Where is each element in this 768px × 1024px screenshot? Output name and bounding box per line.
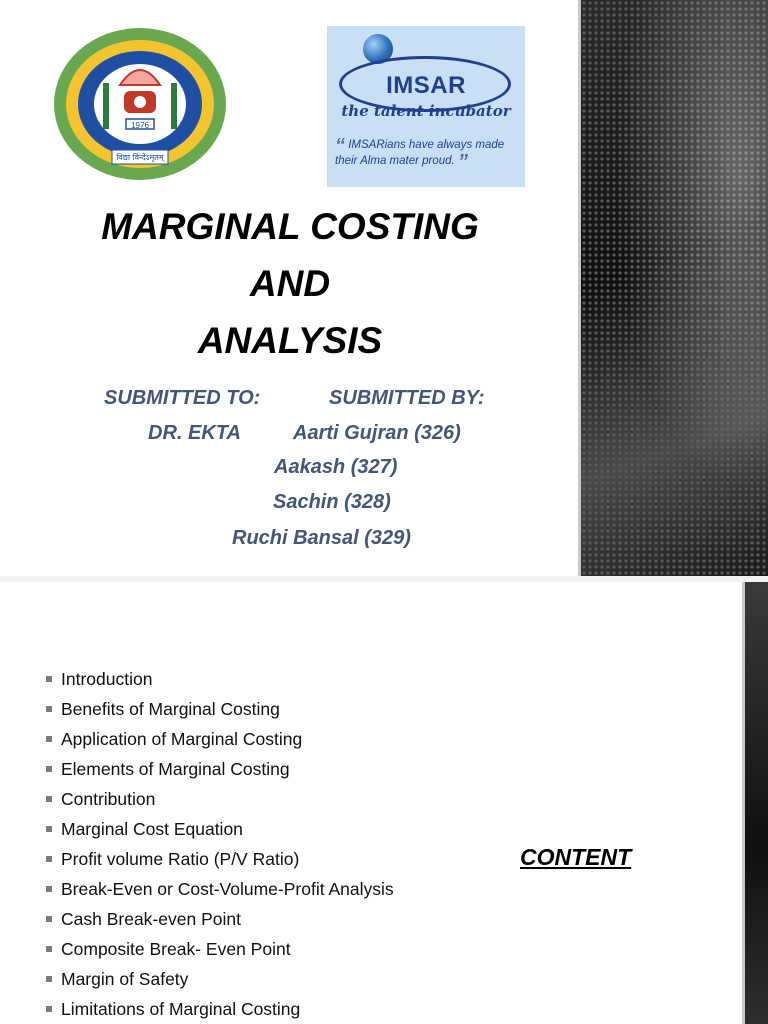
university-seal-logo [50,25,230,183]
list-item: Profit volume Ratio (P/V Ratio) [46,844,394,874]
content-heading: CONTENT [520,844,632,870]
bullet-icon [46,766,52,772]
bullet-icon [46,706,52,712]
carbon-fiber-panel [742,582,768,1024]
submitted-to-name: DR. EKTA [148,422,241,444]
member-name: Ruchi Bansal (329) [232,527,411,549]
list-item: Composite Break- Even Point [46,934,394,964]
open-quote-icon: “ [335,135,345,157]
bullet-icon [46,736,52,742]
list-item: Introduction [46,664,394,694]
close-quote-icon: ” [457,151,468,173]
title-line-1: MARGINAL COSTING [101,206,479,247]
seal-year: 1976 [131,121,149,130]
list-item: Limitations of Marginal Costing [46,994,394,1024]
title-line-3: ANALYSIS [197,320,383,361]
title-line-2: AND [249,263,331,304]
logo-tagline: the talent incubator [341,102,511,120]
seal-motto: विद्या विन्देऽमृतम् [116,153,164,162]
bullet-icon [46,796,52,802]
imsar-logo [327,26,525,187]
list-item: Contribution [46,784,394,814]
member-name: Aakash (327) [274,456,398,478]
slide-title [40,198,540,369]
bullet-icon [46,886,52,892]
list-item: Break-Even or Cost-Volume-Profit Analysis [46,874,394,904]
logo-quote-text: IMSARians have always made their Alma mater proud. [335,139,505,167]
bullet-icon [46,826,52,832]
list-item: Elements of Marginal Costing [46,754,394,784]
logo-brand: IMSAR [386,72,466,99]
list-item: Application of Marginal Costing [46,724,394,754]
list-item: Marginal Cost Equation [46,814,394,844]
logo-quote [335,135,521,173]
list-item: Cash Break-even Point [46,904,394,934]
carbon-fiber-panel [578,0,768,576]
member-name: Sachin (328) [273,491,391,513]
bullet-icon [46,976,52,982]
bullet-icon [46,946,52,952]
submitted-by-label: SUBMITTED BY: [329,387,485,409]
list-item: Margin of Safety [46,964,394,994]
list-item: Benefits of Marginal Costing [46,694,394,724]
bullet-icon [46,916,52,922]
content-slide [0,582,768,1024]
member-name: Aarti Gujran (326) [293,422,461,444]
content-list [46,664,394,1024]
bullet-icon [46,856,52,862]
bullet-icon [46,1006,52,1012]
bullet-icon [46,676,52,682]
submitted-to-label: SUBMITTED TO: [104,387,261,409]
